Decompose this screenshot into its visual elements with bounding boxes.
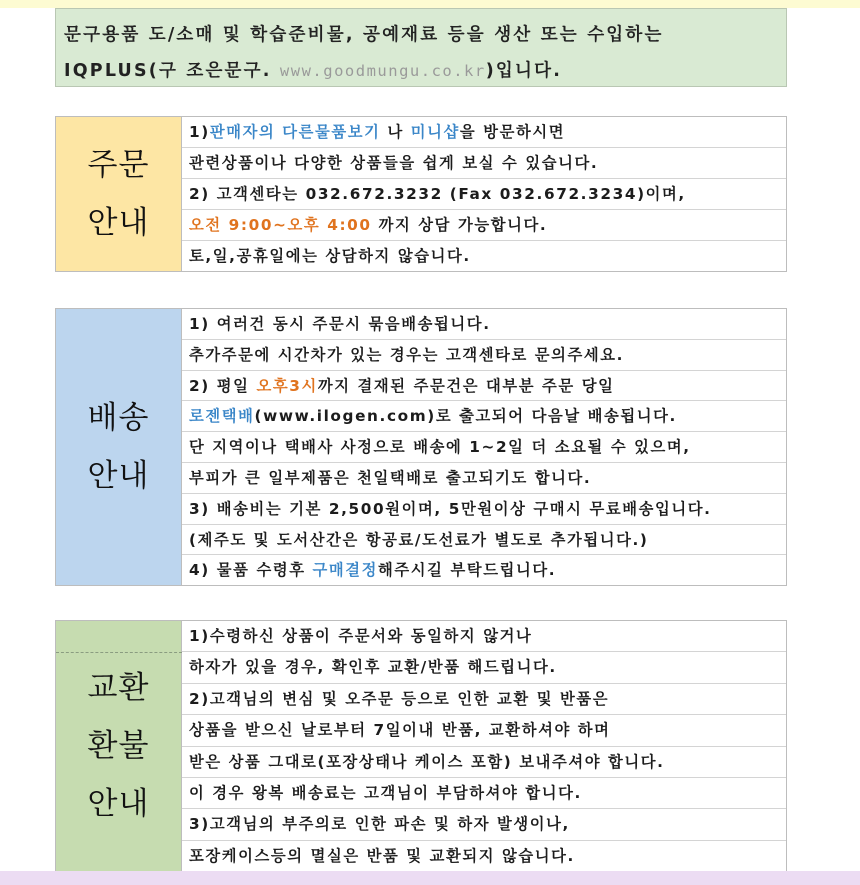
delivery-info-section: [55, 308, 787, 586]
order-info-body: [182, 117, 786, 271]
minishop-link[interactable]: 미니샵: [410, 123, 460, 141]
delivery-line-9: [182, 555, 786, 586]
order-label-word-2: 안내: [87, 205, 150, 241]
order-label-word-1: 주문: [87, 147, 150, 183]
exchange-line-4: 상품을 받으신 날로부터 7일이내 반품, 교환하셔야 하며: [182, 715, 786, 746]
intro-suffix: )입니다.: [485, 61, 563, 81]
delivery-line-9-tail: 해주시길 부탁드립니다.: [378, 561, 557, 580]
delivery-info-body: [182, 309, 786, 585]
top-strip: [0, 0, 860, 8]
order-info-section: [55, 116, 787, 272]
order-info-label: [56, 117, 182, 271]
order-line-4-text: 까지 상담 가능합니다.: [371, 216, 548, 234]
exchange-line-1: 1)수령하신 상품이 주문서와 동일하지 않거나: [182, 621, 786, 652]
delivery-info-label: [56, 309, 182, 585]
order-line-4: [182, 210, 786, 241]
intro-line-2: [64, 57, 562, 82]
business-hours: 오전 9:00~오후 4:00: [189, 216, 372, 234]
exchange-label-word-2: 환불: [87, 728, 150, 764]
courier-name: 로젠택배: [189, 407, 255, 426]
purchase-confirm-link[interactable]: 구매결정: [312, 561, 379, 580]
order-line-1-text: 나: [380, 123, 411, 141]
delivery-line-2: 추가주문에 시간차가 있는 경우는 고객센타로 문의주세요.: [182, 340, 786, 371]
intro-line-1: 문구용품 도/소매 및 학습준비물, 공예재료 등을 생산 또는 수입하는: [64, 25, 664, 45]
company-name: IQPLUS(구 조은문구.: [64, 61, 280, 81]
exchange-line-5: 받은 상품 그대로(포장상태나 케이스 포함) 보내주셔야 합니다.: [182, 747, 786, 778]
cutoff-time: 오후3시: [256, 376, 318, 395]
delivery-line-3: [182, 371, 786, 402]
exchange-line-2: 하자가 있을 경우, 확인후 교환/반품 해드립니다.: [182, 652, 786, 683]
delivery-line-3-tail: 까지 결재된 주문건은 대부분 주문 당일: [317, 376, 615, 395]
delivery-line-4-text: (www.ilogen.com)로 출고되어 다음날 배송됩니다.: [254, 407, 677, 426]
delivery-label-word-2: 안내: [87, 458, 150, 494]
delivery-line-8: (제주도 및 도서산간은 항공료/도선료가 별도로 추가됩니다.): [182, 525, 786, 556]
exchange-label-word-1: 교환: [87, 670, 150, 706]
website-url: www.goodmungu.co.kr: [279, 62, 486, 80]
order-line-1-num: 1): [189, 123, 210, 141]
delivery-line-7: 3) 배송비는 기본 2,500원이며, 5만원이상 구매시 무료배송입니다.: [182, 494, 786, 525]
order-line-1: [182, 117, 786, 148]
exchange-refund-body: [182, 621, 786, 871]
delivery-line-1: 1) 여러건 동시 주문시 묶음배송됩니다.: [182, 309, 786, 340]
order-line-3: 2) 고객센타는 032.672.3232 (Fax 032.672.3234)이며,: [182, 179, 786, 210]
seller-other-items-link[interactable]: 판매자의 다른물품보기: [209, 123, 381, 141]
exchange-line-6: 이 경우 왕복 배송료는 고객님이 부담하셔야 합니다.: [182, 778, 786, 809]
exchange-line-7: 3)고객님의 부주의로 인한 파손 및 하자 발생이나,: [182, 809, 786, 840]
exchange-line-8: 포장케이스등의 멸실은 반품 및 교환되지 않습니다.: [189, 846, 575, 865]
order-line-2: 관련상품이나 다양한 상품들을 쉽게 보실 수 있습니다.: [182, 148, 786, 179]
intro-banner: [55, 8, 787, 87]
delivery-label-word-1: 배송: [87, 400, 150, 436]
delivery-line-3-head: 2) 평일: [189, 376, 257, 395]
order-line-1-tail: 을 방문하시면: [459, 123, 566, 141]
delivery-line-9-head: 4) 물품 수령후: [189, 561, 313, 580]
exchange-line-3: 2)고객님의 변심 및 오주문 등으로 인한 교환 및 반품은: [182, 684, 786, 715]
delivery-line-5: 단 지역이나 택배사 사정으로 배송에 1~2일 더 소요될 수 있으며,: [182, 432, 786, 463]
delivery-line-4: [182, 401, 786, 432]
exchange-refund-label: [56, 621, 182, 871]
bottom-strip: [0, 871, 860, 885]
label-dashed-divider: [56, 652, 182, 653]
delivery-line-6: 부피가 큰 일부제품은 천일택배로 출고되기도 합니다.: [182, 463, 786, 494]
exchange-refund-section: [55, 620, 787, 872]
order-line-5: 토,일,공휴일에는 상담하지 않습니다.: [189, 247, 471, 265]
exchange-label-word-3: 안내: [87, 786, 150, 822]
